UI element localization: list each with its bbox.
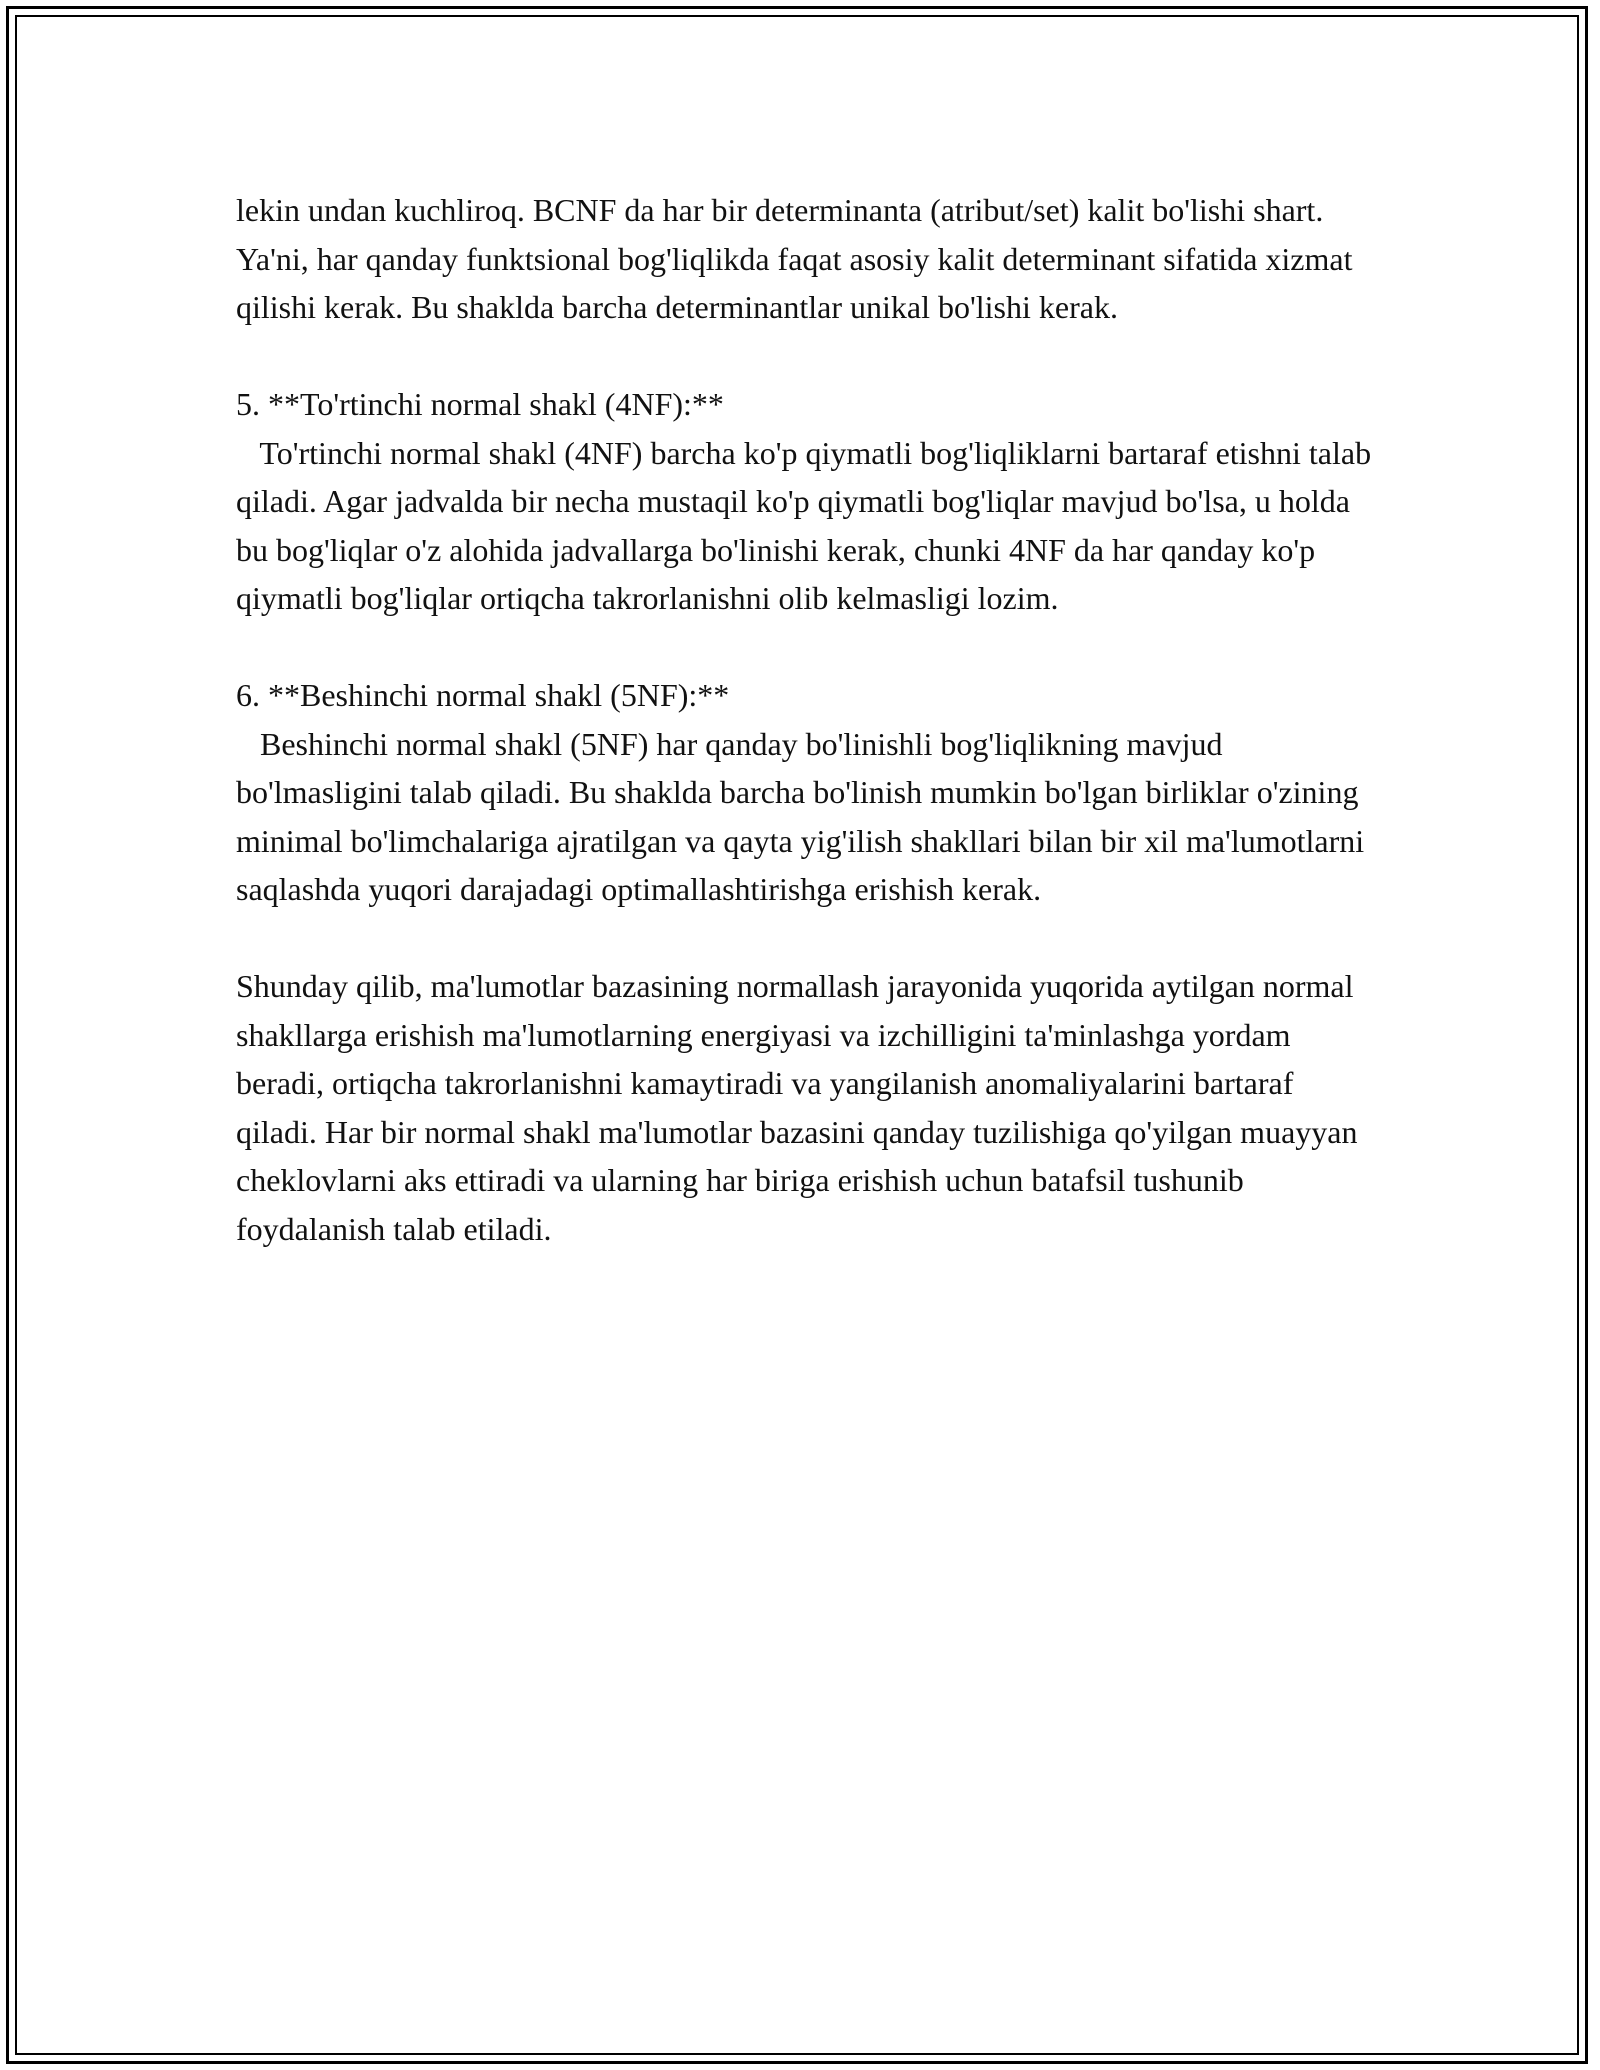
- document-body: [236, 186, 1376, 1302]
- paragraph-text: [236, 720, 1376, 914]
- paragraph-5nf-text: Beshinchi normal shakl (5NF) har qanday bo'linishli bog'liqlikning mavjud bo'lmasligini talab qiladi. Bu shaklda barcha bo'linish mumkin bo'lgan birliklar o'zining minimal bo'limchalariga ajratilgan va qayta yig'ilish shakllari bilan bir xil ma'lumotlarni saqlashda yuqori darajadagi optimallashtirishga erishish kerak.: [236, 725, 1365, 907]
- paragraph-4nf-text: To'rtinchi normal shakl (4NF) barcha ko'p qiymatli bog'liqliklarni bartaraf etishni talab qiladi. Agar jadvalda bir necha mustaqil ko'p qiymatli bog'liqlar mavjud bo'lsa, u holda bu bog'liqlar o'z alohida jadvallarga bo'linishi kerak, chunki 4NF da har qanday ko'p qiymatli bog'liqlar ortiqcha takrorlanishni olib kelmasligi lozim.: [236, 434, 1372, 616]
- paragraph-text: [236, 429, 1376, 623]
- paragraph-bcnf-continuation: [236, 186, 1376, 332]
- paragraph-text: lekin undan kuchliroq. BCNF da har bir determinanta (atribut/set) kalit bo'lishi shart. Ya'ni, har qanday funktsional bog'liqlikda faqat asosiy kalit determinant sifatida xizmat qilishi kerak. Bu shaklda barcha determinantlar unikal bo'lishi kerak.: [236, 192, 1353, 325]
- paragraph-text: Shunday qilib, ma'lumotlar bazasining normallash jarayonida yuqorida aytilgan normal shakllarga erishish ma'lumotlarning energiyasi va izchilligini ta'minlashga yordam beradi, ortiqcha takrorlanishni kamaytiradi va yangilanish anomaliyalarini bartaraf qiladi. Har bir normal shakl ma'lumotlar bazasini qanday tuzilishiga qo'yilgan muayyan cheklovlarni aks ettiradi va ularning har biriga erishish uchun batafsil tushunib foydalanish talab etiladi.: [236, 968, 1358, 1247]
- paragraph-4nf: [236, 380, 1376, 623]
- section-heading-4nf: 5. **To'rtinchi normal shakl (4NF):**: [236, 386, 724, 422]
- paragraph-conclusion: [236, 962, 1376, 1253]
- paragraph-5nf: [236, 671, 1376, 914]
- section-heading-5nf: 6. **Beshinchi normal shakl (5NF):**: [236, 677, 730, 713]
